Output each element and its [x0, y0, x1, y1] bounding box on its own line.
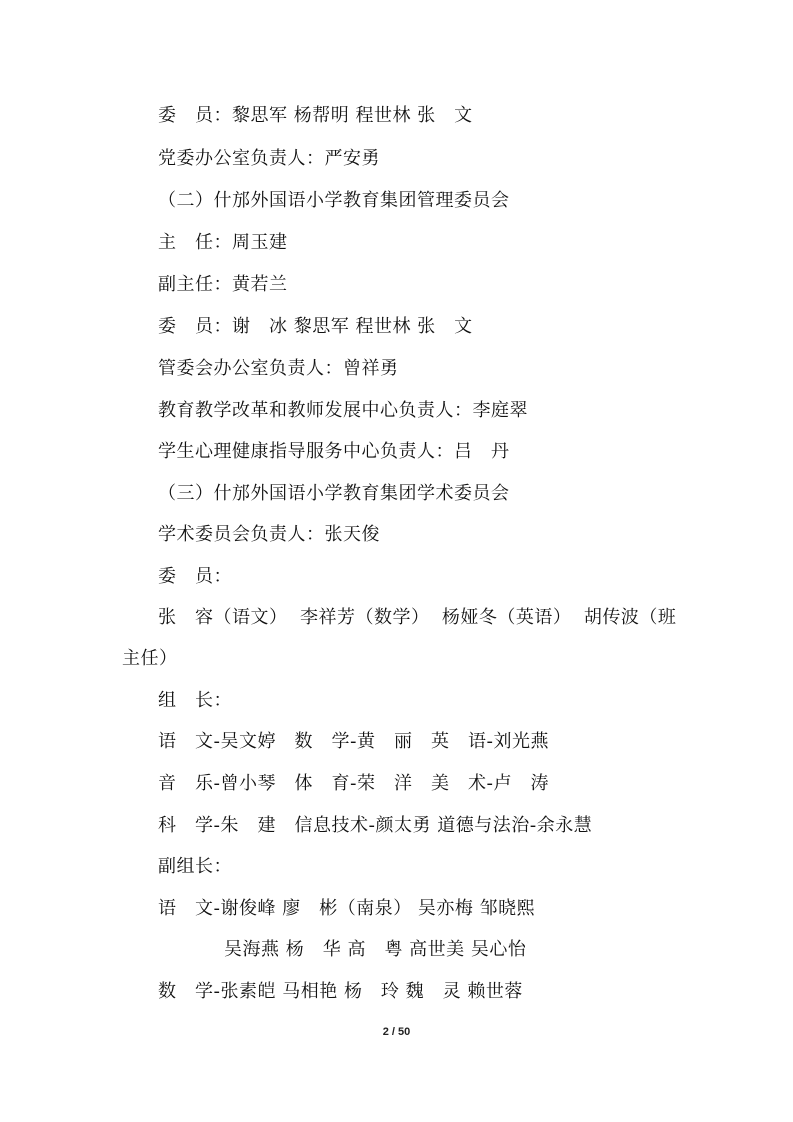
text-line-academic-head: 学术委员会负责人：张天俊 — [158, 524, 380, 545]
text-line-director: 主 任：周玉建 — [158, 232, 288, 253]
text-line-mental-health-head: 学生心理健康指导服务中心负责人：吕 丹 — [158, 441, 510, 462]
text-line-group-leaders-label: 组 长： — [158, 690, 232, 711]
text-line-leaders-row-1: 语 文-吴文婷 数 学-黄 丽 英 语-刘光燕 — [158, 731, 549, 752]
text-line-deputy-chinese-2: 吴海燕 杨 华 高 粤 高世美 吴心怡 — [224, 939, 527, 960]
text-line-academic-members-cont: 主任） — [122, 648, 178, 669]
text-line-deputy-leaders-label: 副组长： — [158, 856, 232, 877]
text-line-deputy-chinese-1: 语 文-谢俊峰 廖 彬（南泉） 吴亦梅 邹晓熙 — [158, 898, 536, 919]
section-heading-management-committee: （二）什邡外国语小学教育集团管理委员会 — [158, 190, 510, 211]
text-line-management-members: 委 员：谢 冰 黎思军 程世林 张 文 — [158, 316, 473, 337]
section-heading-academic-committee: （三）什邡外国语小学教育集团学术委员会 — [158, 483, 510, 504]
text-line-deputy-math: 数 学-张素皑 马相艳 杨 玲 魏 灵 赖世蓉 — [158, 981, 523, 1002]
text-line-deputy-director: 副主任：黄若兰 — [158, 274, 288, 295]
text-line-leaders-row-3: 科 学-朱 建 信息技术-颜太勇 道德与法治-余永慧 — [158, 815, 593, 836]
text-line-academic-members: 张 容（语文） 李祥芳（数学） 杨娅冬（英语） 胡传波（班 — [158, 607, 677, 628]
text-line-teaching-reform-head: 教育教学改革和教师发展中心负责人：李庭翠 — [158, 400, 528, 421]
text-line-committee-members: 委 员：黎思军 杨帮明 程世林 张 文 — [158, 105, 473, 126]
page-number: 2 / 50 — [382, 1026, 411, 1038]
text-line-leaders-row-2: 音 乐-曾小琴 体 育-荣 洋 美 术-卢 涛 — [158, 773, 549, 794]
text-line-management-office-head: 管委会办公室负责人：曾祥勇 — [158, 358, 399, 379]
text-line-party-office-head: 党委办公室负责人：严安勇 — [158, 148, 380, 169]
text-line-members-label: 委 员： — [158, 566, 232, 587]
